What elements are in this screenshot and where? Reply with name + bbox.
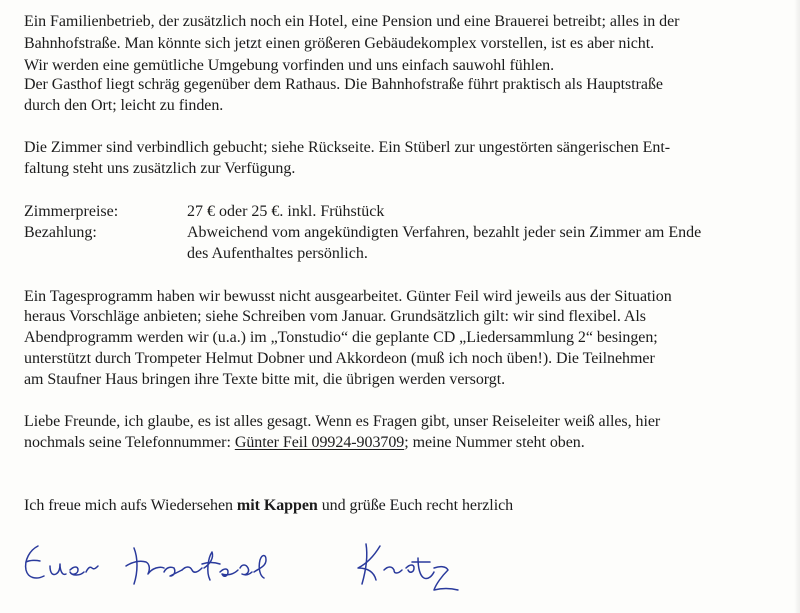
paragraph-3-line-4: unterstützt durch Trompeter Helmut Dobner und Akkordeon (muß ich noch üben!). Die Teilnehmer <box>24 350 655 367</box>
paragraph-1-line-3: Wir werden eine gemütliche Umgebung vorfinden und uns einfach sauwohl fühlen. <box>24 57 555 74</box>
closing-text-end: und grüße Euch recht herzlich <box>317 497 514 514</box>
closing-line <box>24 496 513 516</box>
phone-intro-text: nochmals seine Telefonnummer: <box>24 434 235 451</box>
paragraph-1-line-1: Ein Familienbetrieb, der zusätzlich noch ein Hotel, eine Pension und eine Brauerei betreibt; alles in der <box>24 13 680 30</box>
scan-edge-shadow <box>794 0 800 613</box>
paragraph-3-line-2: heraus Vorschläge anbieten; siehe Schreiben vom Januar. Grundsätzlich gilt: wir sind flexibel. Als <box>24 308 646 325</box>
paragraph-2-line-1: Die Zimmer sind verbindlich gebucht; siehe Rückseite. Ein Stüberl zur ungestörten sängerischen Ent- <box>24 139 670 156</box>
paragraph-2-line-2: faltung steht uns zusätzlich zur Verfügung. <box>24 160 296 177</box>
paragraph-1-line-5: durch den Ort; leicht zu finden. <box>24 97 224 114</box>
paragraph-3-line-1: Ein Tagesprogramm haben wir bewusst nicht ausgearbeitet. Günter Feil wird jeweils aus der Situation <box>24 288 672 305</box>
handwritten-signature <box>14 528 474 608</box>
paragraph-1-line-2: Bahnhofstraße. Man könnte sich jetzt einen größeren Gebäudekomplex vorstellen, ist es aber nicht. <box>24 35 655 52</box>
paragraph-3-line-5: am Staufner Haus bringen ihre Texte bitte mit, die übrigen werden versorgt. <box>24 371 506 388</box>
paragraph-1-line-4: Der Gasthof liegt schräg gegenüber dem Rathaus. Die Bahnhofstraße führt praktisch als Hauptstraße <box>24 76 663 93</box>
paragraph-4-line-2 <box>24 433 585 453</box>
price-label: Zimmerpreise: <box>24 203 119 220</box>
price-value: 27 € oder 25 €. inkl. Frühstück <box>187 203 385 220</box>
closing-text-start: Ich freue mich aufs Wiedersehen <box>24 497 237 514</box>
closing-bold-text: mit Kappen <box>236 497 318 514</box>
paragraph-4-line-1: Liebe Freunde, ich glaube, es ist alles gesagt. Wenn es Fragen gibt, unser Reiseleiter weiß alles, hier <box>24 413 661 430</box>
phone-number-link[interactable]: Günter Feil 09924-903709 <box>234 434 405 451</box>
payment-value-line-1: Abweichend vom angekündigten Verfahren, bezahlt jeder sein Zimmer am Ende <box>187 224 702 241</box>
payment-label: Bezahlung: <box>24 224 97 241</box>
payment-value-line-2: des Aufenthaltes persönlich. <box>187 245 368 262</box>
paragraph-3-line-3: Abendprogramm werden wir (u.a.) im „Tonstudio“ die geplante CD „Liedersammlung 2“ besingen; <box>24 329 658 346</box>
phone-outro-text: ; meine Nummer steht oben. <box>404 434 585 451</box>
